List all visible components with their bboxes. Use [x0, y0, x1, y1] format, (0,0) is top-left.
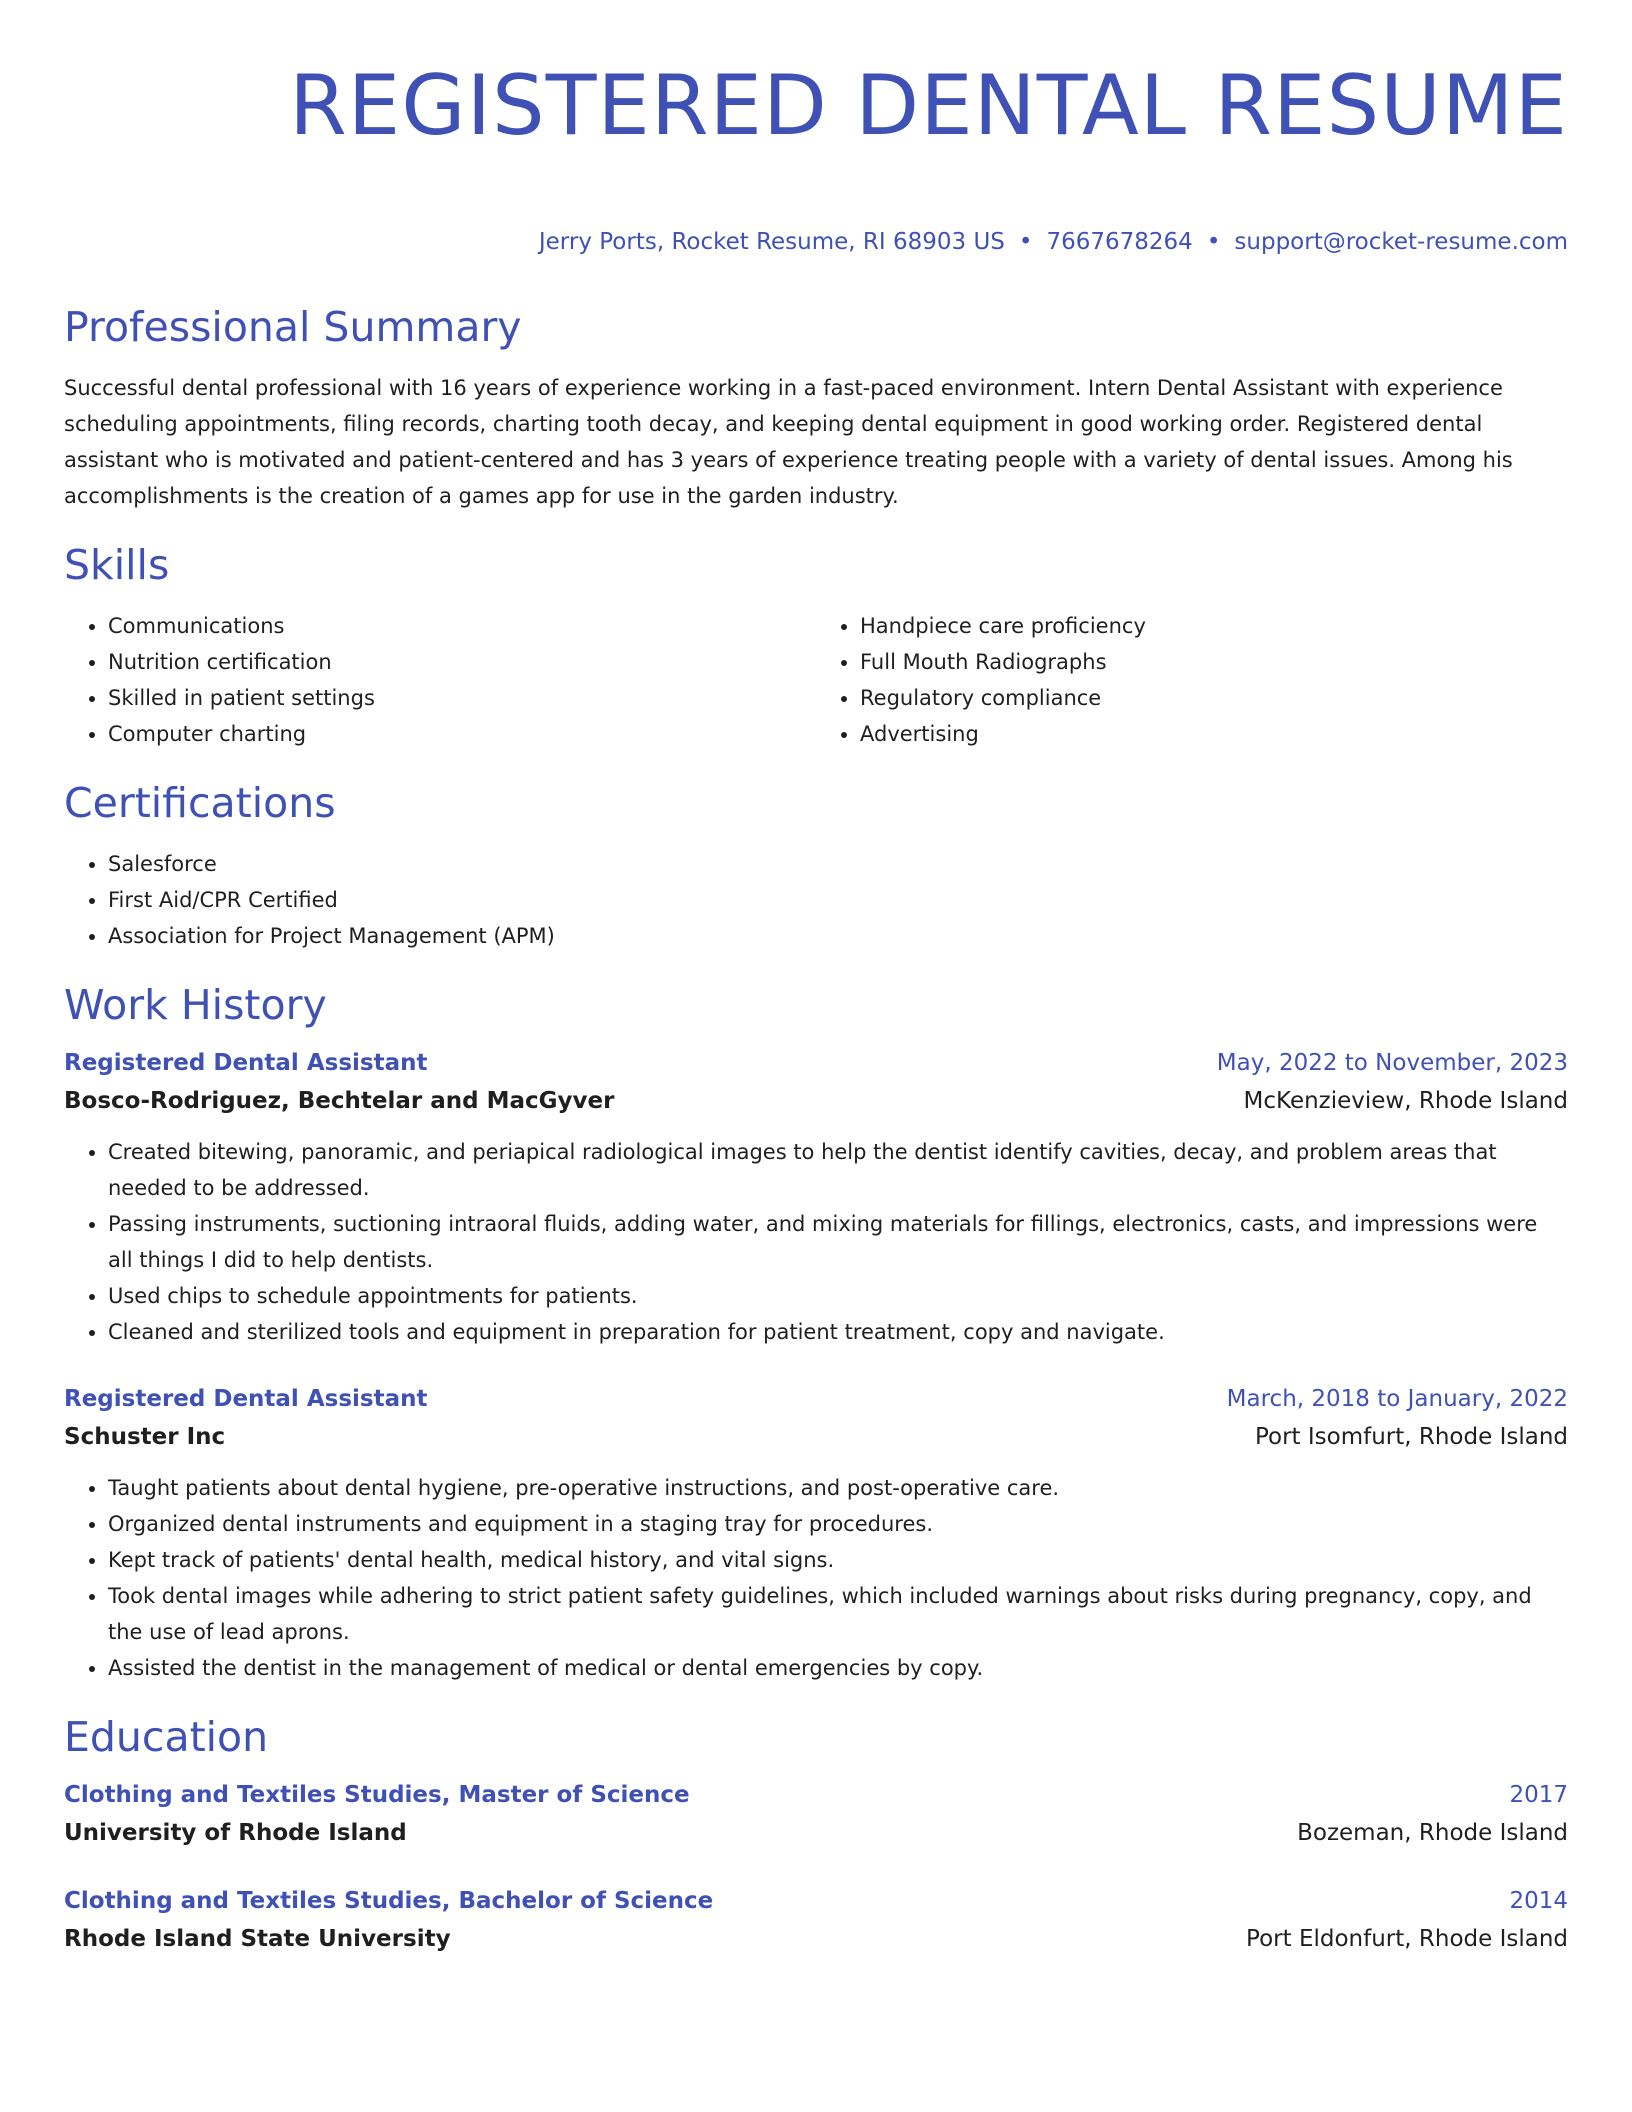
education-degree: Clothing and Textiles Studies, Bachelor of Science — [64, 1888, 714, 1914]
education-header — [64, 1776, 1568, 1814]
job-role: Registered Dental Assistant — [64, 1050, 428, 1076]
job-bullets — [64, 1470, 1568, 1686]
education-heading: Education — [64, 1713, 269, 1761]
certification-item: • First Aid/CPR Certified — [108, 882, 1568, 918]
education-subheader — [64, 1920, 1568, 1958]
job-bullet: • Cleaned and sterilized tools and equipment in preparation for patient treatment, copy and navigate. — [108, 1314, 1568, 1350]
skill-item: • Nutrition certification — [108, 644, 816, 680]
job-role: Registered Dental Assistant — [64, 1386, 428, 1412]
job-bullet: • Took dental images while adhering to strict patient safety guidelines, which included warnings about risks during pregnancy, copy, and the use of lead aprons. — [108, 1578, 1568, 1650]
education-header — [64, 1882, 1568, 1920]
job-bullet: • Organized dental instruments and equipment in a staging tray for procedures. — [108, 1506, 1568, 1542]
certifications-heading: Certifications — [64, 779, 336, 827]
job-dates: March, 2018 to January, 2022 — [1226, 1386, 1568, 1412]
job-location: McKenzieview, Rhode Island — [1243, 1088, 1568, 1114]
skill-item: • Advertising — [860, 716, 1568, 752]
education-entry — [64, 1882, 1568, 1958]
job-entry — [64, 1380, 1568, 1686]
job-subheader — [64, 1082, 1568, 1120]
job-bullet: • Used chips to schedule appointments for patients. — [108, 1278, 1568, 1314]
education-degree: Clothing and Textiles Studies, Master of Science — [64, 1782, 690, 1808]
skills-column-left — [64, 608, 816, 752]
skill-item: • Computer charting — [108, 716, 816, 752]
contact-email: support@rocket-resume.com — [1234, 229, 1568, 255]
certification-item: • Association for Project Management (APM) — [108, 918, 1568, 954]
education-year: 2014 — [1509, 1888, 1568, 1914]
job-location: Port Isomfurt, Rhode Island — [1254, 1424, 1568, 1450]
job-subheader — [64, 1418, 1568, 1456]
education-location: Port Eldonfurt, Rhode Island — [1246, 1926, 1568, 1952]
skill-item: • Full Mouth Radiographs — [860, 644, 1568, 680]
resume-title: REGISTERED DENTAL RESUME — [289, 57, 1568, 154]
contact-phone: 7667678264 — [1046, 229, 1193, 255]
contact-line — [64, 226, 1568, 258]
skills-list — [64, 608, 1568, 752]
education-year: 2017 — [1509, 1782, 1568, 1808]
job-bullet: • Created bitewing, panoramic, and periapical radiological images to help the dentist identify cavities, decay, and problem areas that needed to be addressed. — [108, 1134, 1568, 1206]
skill-item: • Handpiece care proficiency — [860, 608, 1568, 644]
education-school: University of Rhode Island — [64, 1820, 407, 1846]
contact-address: Jerry Ports, Rocket Resume, RI 68903 US — [538, 229, 1005, 255]
skills-heading: Skills — [64, 541, 170, 589]
education-entry — [64, 1776, 1568, 1852]
education-subheader — [64, 1814, 1568, 1852]
job-entry — [64, 1044, 1568, 1350]
summary-text: Successful dental professional with 16 years of experience working in a fast-paced environment. Intern Dental Assistant with experience scheduling appointments, filing records, charting tooth decay, and keeping dental equipment in good working order. Registered dental assistant who is motivated and patient-centered and has 3 years of experience treating people with a variety of dental issues. Among his accomplishments is the creation of a games app for use in the garden industry. — [64, 376, 1513, 508]
skills-column-right — [816, 608, 1568, 752]
contact-separator: • — [1018, 229, 1033, 255]
job-company: Schuster Inc — [64, 1424, 226, 1450]
job-bullet: • Assisted the dentist in the management of medical or dental emergencies by copy. — [108, 1650, 1568, 1686]
job-bullet: • Taught patients about dental hygiene, pre-operative instructions, and post-operative care. — [108, 1470, 1568, 1506]
certifications-list — [64, 846, 1568, 954]
work-history-heading: Work History — [64, 981, 327, 1029]
job-bullets — [64, 1134, 1568, 1350]
job-header — [64, 1044, 1568, 1082]
skill-item: • Communications — [108, 608, 816, 644]
certification-item: • Salesforce — [108, 846, 1568, 882]
job-bullet: • Passing instruments, suctioning intraoral fluids, adding water, and mixing materials for fillings, electronics, casts, and impressions were all things I did to help dentists. — [108, 1206, 1568, 1278]
education-location: Bozeman, Rhode Island — [1297, 1820, 1568, 1846]
job-header — [64, 1380, 1568, 1418]
education-school: Rhode Island State University — [64, 1926, 451, 1952]
contact-separator: • — [1206, 229, 1221, 255]
job-company: Bosco-Rodriguez, Bechtelar and MacGyver — [64, 1088, 615, 1114]
summary-heading: Professional Summary — [64, 303, 522, 351]
job-bullet: • Kept track of patients' dental health, medical history, and vital signs. — [108, 1542, 1568, 1578]
job-dates: May, 2022 to November, 2023 — [1216, 1050, 1568, 1076]
skill-item: • Regulatory compliance — [860, 680, 1568, 716]
skill-item: • Skilled in patient settings — [108, 680, 816, 716]
